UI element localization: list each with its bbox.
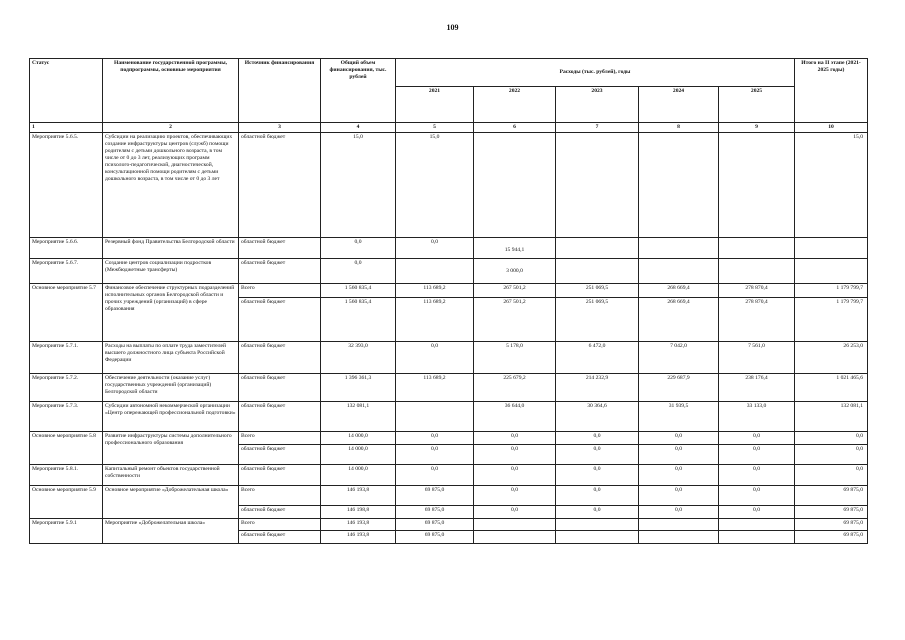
row-total: 146 193,8 <box>321 486 396 506</box>
row-stage-total: 69 875,0 <box>795 519 868 531</box>
table-row <box>30 374 868 402</box>
row-2022 <box>474 531 556 544</box>
row-2022: 0,0 <box>474 432 556 445</box>
header-year-2021: 2021 <box>396 87 474 123</box>
row-source: областной бюджет <box>239 402 321 432</box>
row-2024: 0,0 <box>639 506 719 519</box>
header-status: Статус <box>30 59 103 123</box>
row-status: Основное мероприятие 5.9 <box>30 486 103 519</box>
row-2024 <box>639 519 719 531</box>
row-2022: 0,0 <box>474 445 556 465</box>
row-stage-total: 1 179 799,7 <box>795 284 868 298</box>
row-2021: 113 689,2 <box>396 284 474 298</box>
row-total: 1 560 835,4 <box>321 284 396 298</box>
row-total: 32 393,0 <box>321 342 396 374</box>
row-2025 <box>719 238 795 259</box>
row-2022 <box>474 519 556 531</box>
row-total: 132 081,1 <box>321 402 396 432</box>
row-2023: 0,0 <box>556 432 639 445</box>
table-row <box>30 486 868 506</box>
row-source: областной бюджет <box>239 506 321 519</box>
row-status: Основное мероприятие 5.8 <box>30 432 103 465</box>
row-source: Всего <box>239 284 321 298</box>
row-total: 14 000,0 <box>321 432 396 445</box>
row-2022: 3 000,0 <box>474 259 556 284</box>
header-year-2022: 2022 <box>474 87 556 123</box>
row-total: 0,0 <box>321 259 396 284</box>
column-number: 10 <box>795 123 868 133</box>
table-row <box>30 342 868 374</box>
row-name: Финансовое обеспечение структурных подразделений исполнительных органов Белгородской области и прочих учреждений (организаций) в сфере образования <box>103 284 239 342</box>
header-expenses: Расходы (тыс. рублей), годы <box>396 59 795 87</box>
header-name: Наименование государственной программы, подпрограммы, основные мероприятия <box>103 59 239 123</box>
budget-table <box>29 58 868 544</box>
row-2021 <box>396 402 474 432</box>
row-2022: 36 644,0 <box>474 402 556 432</box>
row-2021: 113 689,2 <box>396 298 474 342</box>
row-2025: 0,0 <box>719 432 795 445</box>
header-total: Общий объем финансирования, тыс. рублей <box>321 59 396 123</box>
row-2024 <box>639 133 719 238</box>
row-source: областной бюджет <box>239 298 321 342</box>
row-name: Расходы на выплаты по оплате труда заместителей высшего должностного лица субъекта Российской Федерации <box>103 342 239 374</box>
row-2023 <box>556 133 639 238</box>
column-number-row <box>30 123 868 133</box>
column-number: 8 <box>639 123 719 133</box>
row-2022: 0,0 <box>474 465 556 486</box>
row-status: Мероприятие 5.7.2. <box>30 374 103 402</box>
row-total: 146 198,8 <box>321 506 396 519</box>
row-source: областной бюджет <box>239 531 321 544</box>
row-2021: 69 875,0 <box>396 486 474 506</box>
row-source: областной бюджет <box>239 238 321 259</box>
row-name: Развитие инфраструктуры системы дополнительного профессионального образования <box>103 432 239 465</box>
row-stage-total: 0,0 <box>795 445 868 465</box>
table-row <box>30 133 868 238</box>
row-2025: 33 133,0 <box>719 402 795 432</box>
row-2021: 0,0 <box>396 342 474 374</box>
row-2023: 6 472,0 <box>556 342 639 374</box>
row-2024: 0,0 <box>639 445 719 465</box>
table-row <box>30 402 868 432</box>
row-2021: 69 875,0 <box>396 531 474 544</box>
row-source: Всего <box>239 519 321 531</box>
row-source: областной бюджет <box>239 259 321 284</box>
row-status: Мероприятие 5.6.6. <box>30 238 103 259</box>
row-2022: 267 501,2 <box>474 284 556 298</box>
row-2025: 7 561,0 <box>719 342 795 374</box>
row-stage-total: 0,0 <box>795 465 868 486</box>
row-status: Мероприятие 5.9.1 <box>30 519 103 544</box>
row-total: 1 560 835,4 <box>321 298 396 342</box>
row-2023 <box>556 238 639 259</box>
row-name: Резервный фонд Правительства Белгородской области <box>103 238 239 259</box>
row-source: Всего <box>239 486 321 506</box>
row-status: Мероприятие 5.7.1. <box>30 342 103 374</box>
row-2021: 0,0 <box>396 432 474 445</box>
row-total: 14 000,0 <box>321 445 396 465</box>
row-2023 <box>556 519 639 531</box>
row-name: Обеспечение деятельности (оказание услуг) государственных учреждений (организаций) Белгородской области <box>103 374 239 402</box>
row-2023 <box>556 531 639 544</box>
row-2022: 225 679,2 <box>474 374 556 402</box>
row-status: Мероприятие 5.6.5. <box>30 133 103 238</box>
row-2023: 0,0 <box>556 465 639 486</box>
row-name: Субсидии автономной некоммерческой организации «Центр опережающей профессиональной подготовки» <box>103 402 239 432</box>
row-2021: 15,0 <box>396 133 474 238</box>
row-source: областной бюджет <box>239 465 321 486</box>
column-number: 5 <box>396 123 474 133</box>
row-2023: 0,0 <box>556 486 639 506</box>
column-number: 3 <box>239 123 321 133</box>
row-status: Основное мероприятие 5.7 <box>30 284 103 342</box>
page-number: 109 <box>446 23 459 32</box>
row-2021: 69 875,0 <box>396 519 474 531</box>
row-name: Создание центров социализации подростков (Межбюджетные трансферты) <box>103 259 239 284</box>
table-row <box>30 259 868 284</box>
row-2024: 7 042,0 <box>639 342 719 374</box>
table-row <box>30 238 868 259</box>
row-2025: 238 176,4 <box>719 374 795 402</box>
row-2025: 0,0 <box>719 465 795 486</box>
row-2021: 0,0 <box>396 465 474 486</box>
row-name: Субсидии на реализацию проектов, обеспечивающих создание инфраструктуры центров (служб) помощи родителям с детьми дошкольного возраста, в том числе от 0 до 3 лет, реализующих программ психолого-педагогической, диагностической, консультационной помощи родителям с детьми дошкольного возраста, в том числе от 0 до 3 лет <box>103 133 239 238</box>
row-source: областной бюджет <box>239 133 321 238</box>
row-2024: 0,0 <box>639 432 719 445</box>
row-name: Мероприятие «Доброжелательная школа» <box>103 519 239 544</box>
table-row <box>30 432 868 445</box>
row-2023: 251 069,5 <box>556 284 639 298</box>
row-2022 <box>474 133 556 238</box>
table-row <box>30 519 868 531</box>
row-total: 1 396 361,3 <box>321 374 396 402</box>
row-2024: 229 687,9 <box>639 374 719 402</box>
row-stage-total: 69 875,0 <box>795 486 868 506</box>
header-year-2023: 2023 <box>556 87 639 123</box>
row-2023: 0,0 <box>556 445 639 465</box>
row-2025: 278 870,4 <box>719 298 795 342</box>
row-name: Основное мероприятие «Доброжелательная школа» <box>103 486 239 519</box>
row-source: областной бюджет <box>239 342 321 374</box>
header-source: Источник финансирования <box>239 59 321 123</box>
row-2022: 267 501,2 <box>474 298 556 342</box>
row-total: 0,0 <box>321 238 396 259</box>
row-source: Всего <box>239 432 321 445</box>
header-stage-total: Итого на II этапе (2021-2025 годы) <box>795 59 868 123</box>
row-2023: 30 364,6 <box>556 402 639 432</box>
row-stage-total <box>795 259 868 284</box>
row-2024: 0,0 <box>639 486 719 506</box>
row-2025: 0,0 <box>719 486 795 506</box>
row-2025: 0,0 <box>719 445 795 465</box>
row-source: областной бюджет <box>239 374 321 402</box>
row-source: областной бюджет <box>239 445 321 465</box>
row-2023: 251 069,5 <box>556 298 639 342</box>
row-2021 <box>396 259 474 284</box>
row-2021: 0,0 <box>396 238 474 259</box>
row-2024: 268 669,4 <box>639 284 719 298</box>
table-row <box>30 465 868 486</box>
row-2024: 268 669,4 <box>639 298 719 342</box>
row-stage-total: 1 179 799,7 <box>795 298 868 342</box>
row-stage-total: 26 253,0 <box>795 342 868 374</box>
header-year-2025: 2025 <box>719 87 795 123</box>
row-stage-total: 69 875,0 <box>795 506 868 519</box>
row-2025 <box>719 519 795 531</box>
row-2022: 5 178,0 <box>474 342 556 374</box>
row-2022: 0,0 <box>474 486 556 506</box>
row-status: Мероприятие 5.6.7. <box>30 259 103 284</box>
column-number: 2 <box>103 123 239 133</box>
row-total: 146 193,8 <box>321 531 396 544</box>
row-2022: 0,0 <box>474 506 556 519</box>
column-number: 1 <box>30 123 103 133</box>
column-number: 9 <box>719 123 795 133</box>
row-total: 15,0 <box>321 133 396 238</box>
row-stage-total: 69 875,0 <box>795 531 868 544</box>
row-2024: 0,0 <box>639 465 719 486</box>
row-2025 <box>719 259 795 284</box>
row-stage-total: 132 081,1 <box>795 402 868 432</box>
row-2024 <box>639 259 719 284</box>
row-stage-total: 0,0 <box>795 432 868 445</box>
column-number: 6 <box>474 123 556 133</box>
row-2021: 0,0 <box>396 445 474 465</box>
row-total: 14 000,0 <box>321 465 396 486</box>
row-2025: 0,0 <box>719 506 795 519</box>
row-2021: 113 689,2 <box>396 374 474 402</box>
row-2024: 31 939,5 <box>639 402 719 432</box>
header-year-2024: 2024 <box>639 87 719 123</box>
row-2023: 214 232,9 <box>556 374 639 402</box>
column-number: 4 <box>321 123 396 133</box>
budget-table-container <box>29 58 867 544</box>
row-2023 <box>556 259 639 284</box>
row-2023: 0,0 <box>556 506 639 519</box>
row-stage-total <box>795 238 868 259</box>
row-2025 <box>719 531 795 544</box>
row-total: 146 193,8 <box>321 519 396 531</box>
table-row <box>30 284 868 298</box>
row-stage-total: 15,0 <box>795 133 868 238</box>
row-stage-total: 1 021 465,6 <box>795 374 868 402</box>
row-2021: 69 875,0 <box>396 506 474 519</box>
row-status: Мероприятие 5.7.3. <box>30 402 103 432</box>
column-number: 7 <box>556 123 639 133</box>
row-status: Мероприятие 5.8.1. <box>30 465 103 486</box>
row-2024 <box>639 238 719 259</box>
row-name: Капитальный ремонт объектов государственной собственности <box>103 465 239 486</box>
row-2022: 15 944,1 <box>474 238 556 259</box>
row-2025: 278 870,4 <box>719 284 795 298</box>
row-2024 <box>639 531 719 544</box>
row-2025 <box>719 133 795 238</box>
